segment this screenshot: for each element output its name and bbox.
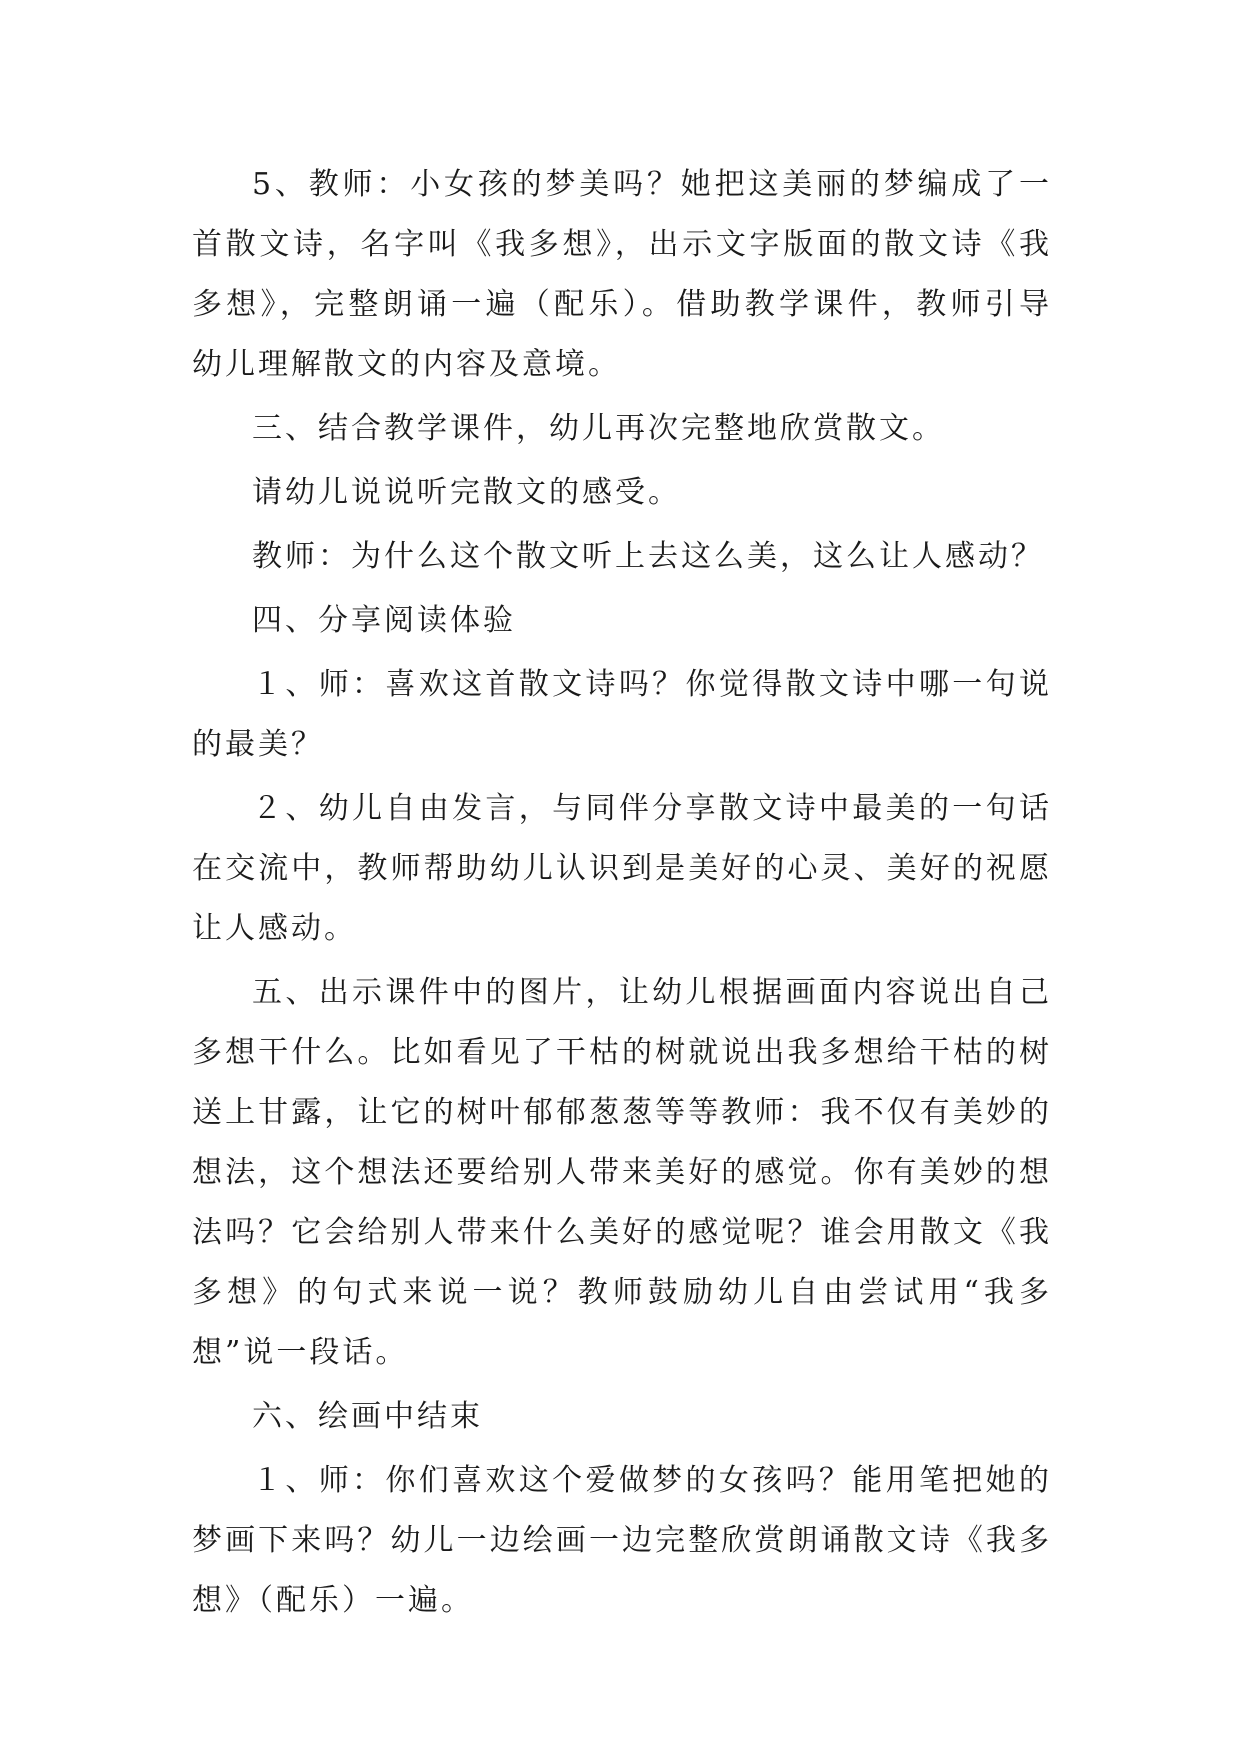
paragraph-teacher-question: 教师：为什么这个散文听上去这么美，这么让人感动？ bbox=[252, 539, 1044, 574]
paragraph-step-1-share: １、师：喜欢这首散文诗吗？你觉得散文诗中哪一句说的最美？ bbox=[192, 667, 1052, 762]
document-body bbox=[192, 155, 1052, 1631]
paragraph-section-5: 五、出示课件中的图片，让幼儿根据画面内容说出自己多想干什么。比如看见了干枯的树就说出我多想给干枯的树送上甘露，让它的树叶郁郁葱葱等等教师：我不仅有美妙的想法，这个想法还要给别人带来美好的感觉。你有美妙的想法吗？它会给别人带来什么美好的感觉呢？谁会用散文《我多想》的句式来说一说？教师鼓励幼儿自由尝试用“我多想”说一段话。 bbox=[192, 975, 1052, 1370]
paragraph-section-3: 三、结合教学课件，幼儿再次完整地欣赏散文。 bbox=[252, 411, 945, 446]
paragraph-section-4: 四、分享阅读体验 bbox=[252, 603, 516, 638]
paragraph-step-2-share: ２、幼儿自由发言，与同伴分享散文诗中最美的一句话在交流中，教师帮助幼儿认识到是美好的心灵、美好的祝愿让人感动。 bbox=[192, 791, 1052, 946]
paragraph-feelings: 请幼儿说说听完散文的感受。 bbox=[252, 475, 681, 510]
paragraph-step-1-draw: １、师：你们喜欢这个爱做梦的女孩吗？能用笔把她的梦画下来吗？幼儿一边绘画一边完整欣赏朗诵散文诗《我多想》（配乐）一遍。 bbox=[192, 1463, 1052, 1618]
paragraph-section-6: 六、绘画中结束 bbox=[252, 1399, 483, 1434]
paragraph-step-5: 5、教师：小女孩的梦美吗？她把这美丽的梦编成了一首散文诗，名字叫《我多想》，出示文字版面的散文诗《我多想》，完整朗诵一遍（配乐）。借助教学课件，教师引导幼儿理解散文的内容及意境。 bbox=[192, 167, 1052, 382]
